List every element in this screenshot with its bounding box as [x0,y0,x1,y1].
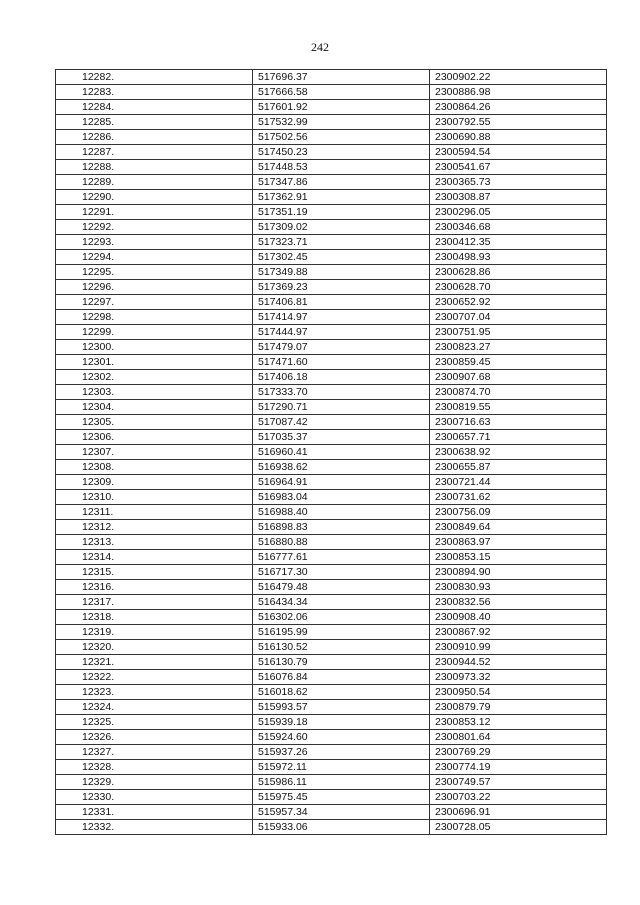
x-coordinate-cell: 516898.83 [253,520,430,535]
table-row [56,550,607,565]
x-coordinate-cell: 516018.62 [253,685,430,700]
x-coordinate-cell: 515975.45 [253,790,430,805]
point-number-cell: 12304. [56,400,253,415]
y-coordinate-cell: 2300886.98 [430,85,607,100]
y-coordinate-cell: 2300498.93 [430,250,607,265]
point-number-cell: 12328. [56,760,253,775]
table-row [56,565,607,580]
table-row [56,160,607,175]
table-row [56,145,607,160]
table-row [56,745,607,760]
point-number-cell: 12332. [56,820,253,835]
point-number-cell: 12295. [56,265,253,280]
point-number-cell: 12306. [56,430,253,445]
y-coordinate-cell: 2300703.22 [430,790,607,805]
table-row [56,520,607,535]
table-row [56,250,607,265]
table-row [56,265,607,280]
table-row [56,400,607,415]
y-coordinate-cell: 2300655.87 [430,460,607,475]
point-number-cell: 12303. [56,385,253,400]
table-row [56,385,607,400]
x-coordinate-cell: 516988.40 [253,505,430,520]
point-number-cell: 12313. [56,535,253,550]
table-row [56,475,607,490]
y-coordinate-cell: 2300859.45 [430,355,607,370]
y-coordinate-cell: 2300853.15 [430,550,607,565]
x-coordinate-cell: 516938.62 [253,460,430,475]
y-coordinate-cell: 2300849.64 [430,520,607,535]
point-number-cell: 12318. [56,610,253,625]
y-coordinate-cell: 2300628.70 [430,280,607,295]
table-row [56,700,607,715]
y-coordinate-cell: 2300907.68 [430,370,607,385]
x-coordinate-cell: 515933.06 [253,820,430,835]
x-coordinate-cell: 516434.34 [253,595,430,610]
point-number-cell: 12319. [56,625,253,640]
y-coordinate-cell: 2300853.12 [430,715,607,730]
y-coordinate-cell: 2300657.71 [430,430,607,445]
y-coordinate-cell: 2300412.35 [430,235,607,250]
point-number-cell: 12291. [56,205,253,220]
x-coordinate-cell: 515957.34 [253,805,430,820]
point-number-cell: 12317. [56,595,253,610]
point-number-cell: 12308. [56,460,253,475]
point-number-cell: 12293. [56,235,253,250]
point-number-cell: 12320. [56,640,253,655]
table-row [56,715,607,730]
point-number-cell: 12325. [56,715,253,730]
x-coordinate-cell: 517666.58 [253,85,430,100]
x-coordinate-cell: 516717.30 [253,565,430,580]
y-coordinate-cell: 2300728.05 [430,820,607,835]
point-number-cell: 12292. [56,220,253,235]
y-coordinate-cell: 2300879.79 [430,700,607,715]
x-coordinate-cell: 517035.37 [253,430,430,445]
table-row [56,730,607,745]
y-coordinate-cell: 2300346.68 [430,220,607,235]
x-coordinate-cell: 516130.79 [253,655,430,670]
table-row [56,790,607,805]
y-coordinate-cell: 2300863.97 [430,535,607,550]
y-coordinate-cell: 2300731.62 [430,490,607,505]
y-coordinate-cell: 2300769.29 [430,745,607,760]
point-number-cell: 12301. [56,355,253,370]
x-coordinate-cell: 517601.92 [253,100,430,115]
point-number-cell: 12331. [56,805,253,820]
table-row [56,445,607,460]
y-coordinate-cell: 2300721.44 [430,475,607,490]
point-number-cell: 12309. [56,475,253,490]
point-number-cell: 12287. [56,145,253,160]
x-coordinate-cell: 516130.52 [253,640,430,655]
x-coordinate-cell: 516983.04 [253,490,430,505]
table-row [56,490,607,505]
coordinates-table [55,69,607,835]
y-coordinate-cell: 2300902.22 [430,70,607,85]
table-row [56,205,607,220]
point-number-cell: 12300. [56,340,253,355]
y-coordinate-cell: 2300908.40 [430,610,607,625]
point-number-cell: 12289. [56,175,253,190]
table-row [56,820,607,835]
y-coordinate-cell: 2300774.19 [430,760,607,775]
x-coordinate-cell: 517351.19 [253,205,430,220]
point-number-cell: 12316. [56,580,253,595]
y-coordinate-cell: 2300944.52 [430,655,607,670]
x-coordinate-cell: 517406.18 [253,370,430,385]
table-row [56,70,607,85]
point-number-cell: 12286. [56,130,253,145]
y-coordinate-cell: 2300792.55 [430,115,607,130]
point-number-cell: 12315. [56,565,253,580]
table-row [56,625,607,640]
table-row [56,460,607,475]
x-coordinate-cell: 515939.18 [253,715,430,730]
x-coordinate-cell: 516302.06 [253,610,430,625]
y-coordinate-cell: 2300541.67 [430,160,607,175]
y-coordinate-cell: 2300819.55 [430,400,607,415]
x-coordinate-cell: 517323.71 [253,235,430,250]
x-coordinate-cell: 517406.81 [253,295,430,310]
x-coordinate-cell: 515972.11 [253,760,430,775]
table-row [56,115,607,130]
y-coordinate-cell: 2300696.91 [430,805,607,820]
point-number-cell: 12285. [56,115,253,130]
point-number-cell: 12290. [56,190,253,205]
point-number-cell: 12307. [56,445,253,460]
table-row [56,235,607,250]
y-coordinate-cell: 2300801.64 [430,730,607,745]
table-row [56,280,607,295]
point-number-cell: 12284. [56,100,253,115]
y-coordinate-cell: 2300756.09 [430,505,607,520]
table-row [56,175,607,190]
y-coordinate-cell: 2300830.93 [430,580,607,595]
x-coordinate-cell: 516777.61 [253,550,430,565]
table-row [56,670,607,685]
point-number-cell: 12321. [56,655,253,670]
point-number-cell: 12282. [56,70,253,85]
page-number: 242 [311,40,329,54]
table-row [56,535,607,550]
table-row [56,325,607,340]
y-coordinate-cell: 2300749.57 [430,775,607,790]
table-row [56,640,607,655]
point-number-cell: 12312. [56,520,253,535]
y-coordinate-cell: 2300308.87 [430,190,607,205]
table-row [56,775,607,790]
table-row [56,190,607,205]
x-coordinate-cell: 516479.48 [253,580,430,595]
x-coordinate-cell: 517302.45 [253,250,430,265]
point-number-cell: 12323. [56,685,253,700]
x-coordinate-cell: 516964.91 [253,475,430,490]
point-number-cell: 12330. [56,790,253,805]
x-coordinate-cell: 517369.23 [253,280,430,295]
x-coordinate-cell: 516076.84 [253,670,430,685]
y-coordinate-cell: 2300910.99 [430,640,607,655]
y-coordinate-cell: 2300628.86 [430,265,607,280]
point-number-cell: 12299. [56,325,253,340]
x-coordinate-cell: 517479.07 [253,340,430,355]
x-coordinate-cell: 515924.60 [253,730,430,745]
point-number-cell: 12288. [56,160,253,175]
y-coordinate-cell: 2300652.92 [430,295,607,310]
x-coordinate-cell: 516195.99 [253,625,430,640]
table-row [56,505,607,520]
table-row [56,595,607,610]
table-row [56,295,607,310]
table-row [56,655,607,670]
table-row [56,760,607,775]
table-row [56,370,607,385]
table-row [56,130,607,145]
x-coordinate-cell: 517309.02 [253,220,430,235]
y-coordinate-cell: 2300690.88 [430,130,607,145]
x-coordinate-cell: 517290.71 [253,400,430,415]
y-coordinate-cell: 2300707.04 [430,310,607,325]
point-number-cell: 12311. [56,505,253,520]
y-coordinate-cell: 2300950.54 [430,685,607,700]
point-number-cell: 12297. [56,295,253,310]
x-coordinate-cell: 516880.88 [253,535,430,550]
y-coordinate-cell: 2300973.32 [430,670,607,685]
x-coordinate-cell: 517362.91 [253,190,430,205]
table-row [56,355,607,370]
x-coordinate-cell: 515986.11 [253,775,430,790]
table-row [56,310,607,325]
coordinates-table-body [56,70,607,835]
y-coordinate-cell: 2300296.05 [430,205,607,220]
table-row [56,415,607,430]
x-coordinate-cell: 517349.88 [253,265,430,280]
y-coordinate-cell: 2300823.27 [430,340,607,355]
y-coordinate-cell: 2300867.92 [430,625,607,640]
y-coordinate-cell: 2300716.63 [430,415,607,430]
x-coordinate-cell: 517502.56 [253,130,430,145]
x-coordinate-cell: 517333.70 [253,385,430,400]
point-number-cell: 12327. [56,745,253,760]
point-number-cell: 12302. [56,370,253,385]
table-row [56,610,607,625]
y-coordinate-cell: 2300594.54 [430,145,607,160]
point-number-cell: 12322. [56,670,253,685]
x-coordinate-cell: 516960.41 [253,445,430,460]
x-coordinate-cell: 517450.23 [253,145,430,160]
x-coordinate-cell: 517471.60 [253,355,430,370]
x-coordinate-cell: 515993.57 [253,700,430,715]
x-coordinate-cell: 517087.42 [253,415,430,430]
y-coordinate-cell: 2300365.73 [430,175,607,190]
table-row [56,220,607,235]
table-row [56,685,607,700]
table-row [56,580,607,595]
table-row [56,85,607,100]
x-coordinate-cell: 517448.53 [253,160,430,175]
x-coordinate-cell: 517532.99 [253,115,430,130]
point-number-cell: 12324. [56,700,253,715]
table-row [56,100,607,115]
y-coordinate-cell: 2300638.92 [430,445,607,460]
y-coordinate-cell: 2300751.95 [430,325,607,340]
table-row [56,340,607,355]
x-coordinate-cell: 515937.26 [253,745,430,760]
point-number-cell: 12329. [56,775,253,790]
point-number-cell: 12298. [56,310,253,325]
point-number-cell: 12314. [56,550,253,565]
point-number-cell: 12326. [56,730,253,745]
y-coordinate-cell: 2300894.90 [430,565,607,580]
y-coordinate-cell: 2300864.26 [430,100,607,115]
y-coordinate-cell: 2300832.56 [430,595,607,610]
point-number-cell: 12296. [56,280,253,295]
y-coordinate-cell: 2300874.70 [430,385,607,400]
point-number-cell: 12310. [56,490,253,505]
table-row [56,805,607,820]
x-coordinate-cell: 517696.37 [253,70,430,85]
point-number-cell: 12283. [56,85,253,100]
point-number-cell: 12305. [56,415,253,430]
x-coordinate-cell: 517414.97 [253,310,430,325]
table-row [56,430,607,445]
point-number-cell: 12294. [56,250,253,265]
x-coordinate-cell: 517444.97 [253,325,430,340]
x-coordinate-cell: 517347.86 [253,175,430,190]
